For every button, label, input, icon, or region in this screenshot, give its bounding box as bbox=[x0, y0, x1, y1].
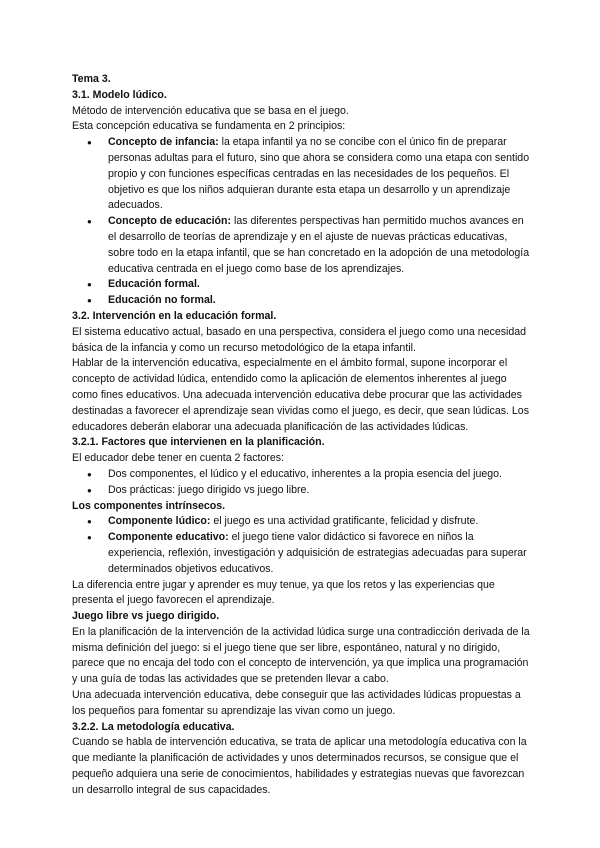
components-list bbox=[72, 514, 532, 577]
list-item: ● Concepto de infancia: la etapa infantil ya no se concibe con el único fin de preparar personas adultas para el futuro, sino que ahora se considera como una etapa con sentido propio y con funciones específicas centradas en las necesidades de los pequeños. El objetivo es que los niños adquieran durante esta etapa un desarrollo y un aprendizaje adecuados. bbox=[72, 135, 532, 214]
paragraph: Cuando se habla de intervención educativa, se trata de aplicar una metodología educativa con la que mediante la planificación de actividades y unos determinados recursos, se consigue que el pequeño adquiera una serie de conocimientos, habilidades y estrategias nuevas que favorezcan un desarrollo integral de sus capacidades. bbox=[72, 736, 527, 796]
list-item: ● Dos prácticas: juego dirigido vs juego libre. bbox=[72, 483, 532, 499]
document-body bbox=[72, 72, 532, 799]
components-heading: Los componentes intrínsecos. bbox=[72, 499, 226, 512]
paragraph: Esta concepción educativa se fundamenta en 2 principios: bbox=[72, 120, 346, 133]
section-heading-3-1: 3.1. Modelo lúdico. bbox=[72, 88, 167, 101]
paragraph: La diferencia entre jugar y aprender es muy tenue, ya que los retos y las experiencias que presenta el juego favorecen el aprendizaje. bbox=[72, 578, 495, 607]
principles-list bbox=[72, 135, 532, 309]
paragraph: En la planificación de la intervención de la actividad lúdica surge una contradicción derivada de la misma definición del juego: si el juego tiene que ser libre, espontáneo, natural y no dirigido, parece que no encaja del todo con el concepto de intervención, ya que implica una programación y una guía de todas las actividades que se pretenden llevar a cabo. bbox=[72, 625, 530, 686]
section-heading-3-2: 3.2. Intervención en la educación formal. bbox=[72, 309, 277, 322]
section-heading-3-2-1: 3.2.1. Factores que intervienen en la planificación. bbox=[72, 436, 325, 449]
list-item: ● Componente lúdico: el juego es una actividad gratificante, felicidad y disfrute. bbox=[72, 514, 532, 530]
paragraph: Método de intervención educativa que se basa en el juego. bbox=[72, 104, 349, 117]
topic-title: Tema 3. bbox=[72, 73, 111, 85]
list-item: ● Concepto de educación: las diferentes perspectivas han permitido muchos avances en el desarrollo de teorías de aprendizaje y en el ajuste de nuevas prácticas educativas, sobre todo en la etapa infantil, que se han concretado en la adopción de una metodología educativa centrada en el juego como base de los aprendizajes. bbox=[72, 214, 532, 277]
paragraph: Hablar de la intervención educativa, especialmente en el ámbito formal, supone incorporar el concepto de actividad lúdica, entendido como la aplicación de elementos inherentes al juego como fines educativos. Una adecuada intervención educativa debe procurar que las actividades destinadas a favorecer el aprendizaje sean vividas como el juego, es decir, que sean lúdicas. Los educadores deberán elaborar una adecuada planificación de las actividades lúdicas. bbox=[72, 357, 529, 433]
factors-list bbox=[72, 467, 532, 499]
list-item: ● Componente educativo: el juego tiene valor didáctico si favorece en niños la experiencia, reflexión, investigación y adquisición de estrategias adecuadas para superar determinados objetivos educativos. bbox=[72, 530, 532, 577]
paragraph: El sistema educativo actual, basado en una perspectiva, considera el juego como una necesidad básica de la infancia y como un recurso metodológico de la etapa infantil. bbox=[72, 325, 527, 354]
paragraph: El educador debe tener en cuenta 2 factores: bbox=[72, 452, 285, 465]
free-vs-directed-heading: Juego libre vs juego dirigido. bbox=[72, 610, 220, 623]
paragraph: Una adecuada intervención educativa, debe conseguir que las actividades lúdicas propuestas a los pequeños para fomentar su aprendizaje las vivan como un juego. bbox=[72, 689, 521, 717]
list-item: ● Dos componentes, el lúdico y el educativo, inherentes a la propia esencia del juego. bbox=[72, 467, 532, 483]
list-item: ● Educación no formal. bbox=[72, 293, 532, 309]
list-item: ● Educación formal. bbox=[72, 277, 532, 293]
section-heading-3-2-2: 3.2.2. La metodología educativa. bbox=[72, 720, 235, 733]
